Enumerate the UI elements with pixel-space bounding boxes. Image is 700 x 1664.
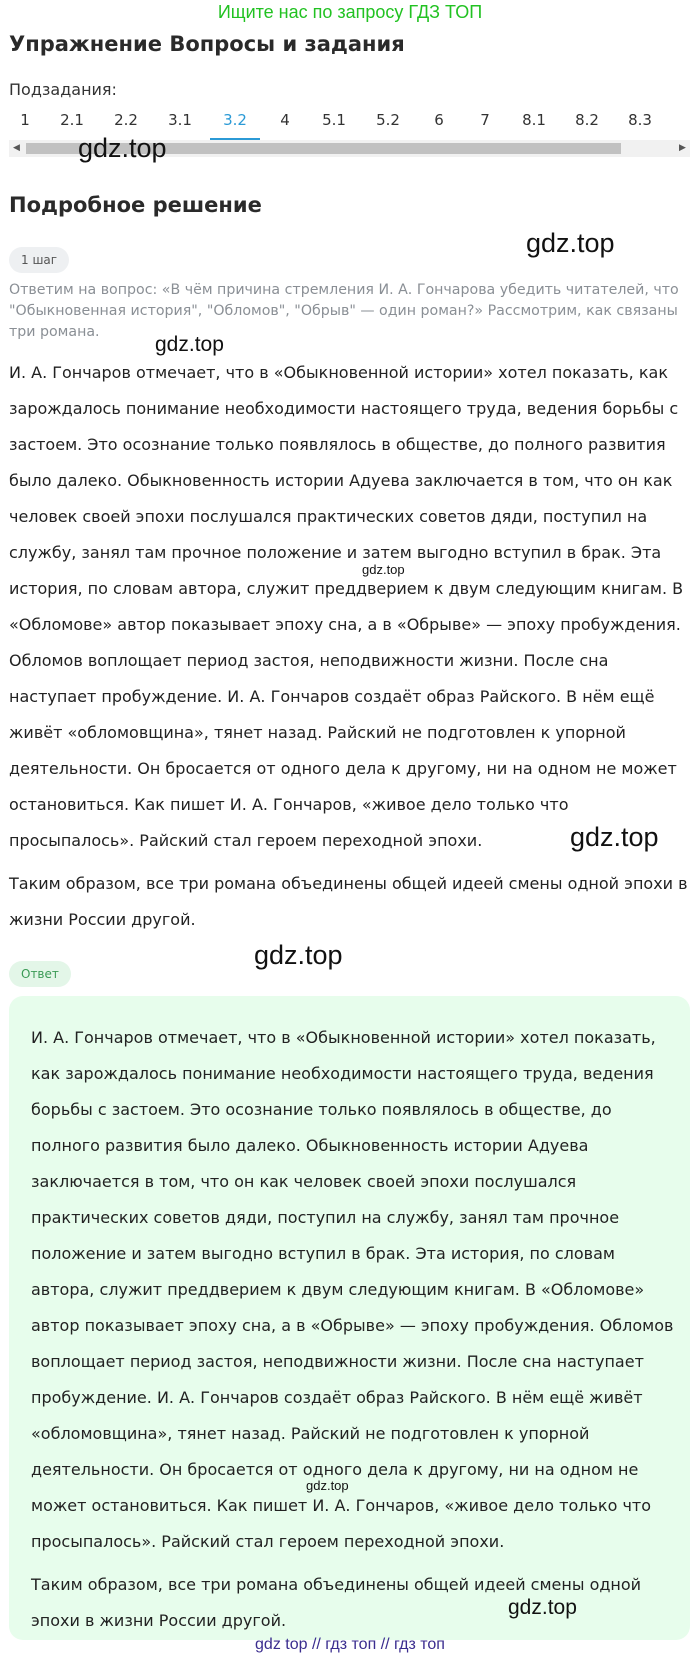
step-badge: 1 шаг [9,247,69,273]
footer-links[interactable]: gdz top // гдз топ // гдз топ [255,1636,445,1653]
page-title: Упражнение Вопросы и задания [9,32,405,56]
watermark: gdz.top [508,1596,577,1619]
tab-1[interactable]: 1 [20,111,30,129]
tab-3-2[interactable]: 3.2 [223,111,247,129]
scroll-left-arrow-icon[interactable]: ◀ [13,143,20,153]
tab-8-2[interactable]: 8.2 [575,111,599,129]
search-banner: Ищите нас по запросу ГДЗ ТОП [217,2,483,22]
tab-6[interactable]: 6 [434,111,444,129]
watermark: gdz.top [526,228,615,258]
tab-7[interactable]: 7 [480,111,490,129]
solution-heading: Подробное решение [9,193,262,217]
watermark: gdz.top [570,822,659,852]
answer-badge: Ответ [9,961,71,987]
tab-8-1[interactable]: 8.1 [522,111,546,129]
watermark: gdz.top [362,562,405,577]
scroll-right-arrow-icon[interactable]: ▶ [679,143,686,153]
watermark: gdz.top [306,1478,349,1493]
solution-conclusion: Таким образом, все три романа объединены общей идеей смены одной эпохи в жизни России другой. [9,874,688,929]
watermark: gdz.top [155,333,224,356]
watermark: gdz.top [254,940,343,970]
tab-4[interactable]: 4 [280,111,290,129]
subtasks-label: Подзадания: [9,80,117,99]
solution-paragraph: И. А. Гончаров отмечает, что в «Обыкновенной истории» хотел показать, как зарождалось понимание необходимости настоящего труда, ведения борьбы с застоем. Это осознание только появлялось в обществе, до полного развития было далеко. Обыкновенность истории Адуева заключается в том, что он как человек своей эпохи послушался практических советов дяди, поступил на службу, занял там прочное положение и затем выгодно вступил в брак. Эта история, по словам автора, служит преддверием к двум следующим книгам. В «Обломове» автор показывает эпоху сна, а в «Обрыве» — эпоху пробуждения. Обломов воплощает период застоя, неподвижности жизни. После сна наступает пробуждение. И. А. Гончаров создаёт образ Райского. В нём ещё живёт «обломовщина», тянет назад. Райский не подготовлен к упорной деятельности. Он бросается от одного дела к другому, ни на одном не может остановиться. Как пишет И. А. Гончаров, «живое дело только что просыпалось». Райский стал героем переходной эпохи. [9,363,684,850]
intro-text: Ответим на вопрос: «В чём причина стремления И. А. Гончарова убедить читателей, что "Обыкновенная история", "Обломов", "Обрыв" — один роман?» Рассмотрим, как связаны три романа. [9,282,679,340]
tab-2-1[interactable]: 2.1 [60,111,84,129]
tab-5-2[interactable]: 5.2 [376,111,400,129]
tab-2-2[interactable]: 2.2 [114,111,138,129]
tab-8-3[interactable]: 8.3 [628,111,652,129]
answer-conclusion: Таким образом, все три романа объединены общей идеей смены одной эпохи в жизни России другой. [31,1575,642,1630]
tab-3-1[interactable]: 3.1 [168,111,192,129]
tab-5-1[interactable]: 5.1 [322,111,346,129]
watermark: gdz.top [78,133,167,163]
answer-paragraph: И. А. Гончаров отмечает, что в «Обыкновенной истории» хотел показать, как зарождалось понимание необходимости настоящего труда, ведения борьбы с застоем. Это осознание только появлялось в обществе, до полного развития было далеко. Обыкновенность истории Адуева заключается в том, что он как человек своей эпохи послушался практических советов дяди, поступил на службу, занял там прочное положение и затем выгодно вступил в брак. Эта история, по словам автора, служит преддверием к двум следующим книгам. В «Обломове» автор показывает эпоху сна, а в «Обрыве» — эпоху пробуждения. Обломов воплощает период застоя, неподвижности жизни. После сна наступает пробуждение. И. А. Гончаров создаёт образ Райского. В нём ещё живёт «обломовщина», тянет назад. Райский не подготовлен к упорной деятельности. Он бросается от одного дела к другому, ни на одном не может остановиться. Как пишет И. А. Гончаров, «живое дело только что просыпалось». Райский стал героем переходной эпохи. [31,1028,674,1551]
